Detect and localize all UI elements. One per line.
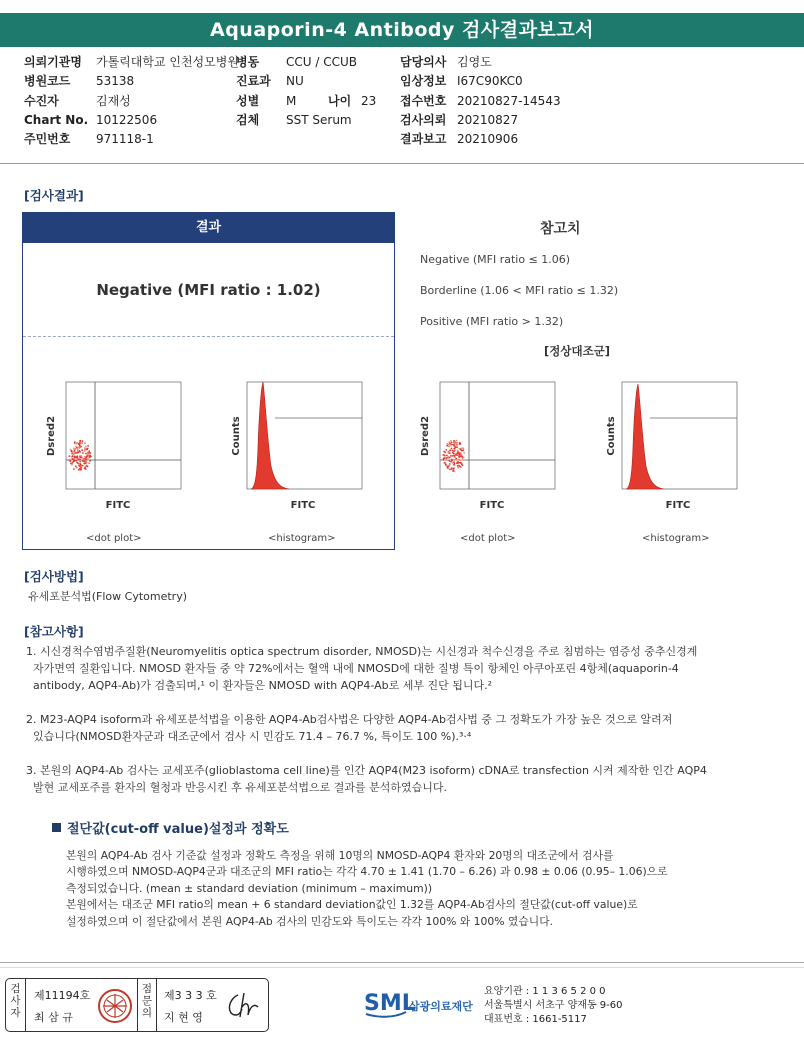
role-char: 문 (141, 995, 153, 1007)
dot-plot-caption: <dot plot> (460, 533, 516, 544)
dot (445, 449, 447, 451)
info-value: NU (286, 74, 304, 89)
dot (88, 463, 90, 465)
info-label: 검체 (236, 112, 260, 127)
control-histogram (600, 376, 750, 516)
role-char: 사 (10, 995, 21, 1007)
dot (462, 456, 464, 458)
signature-box (5, 978, 269, 1032)
dot (462, 459, 464, 461)
dot-plot-xlabel: FITC (105, 500, 131, 511)
dot (449, 457, 451, 459)
dot (463, 452, 465, 454)
dot (454, 445, 456, 447)
dot (449, 452, 451, 454)
dot-cluster (442, 440, 465, 473)
dot (69, 459, 71, 461)
dot (79, 461, 81, 463)
section-method-heading: [검사방법] (24, 569, 84, 584)
dot (83, 461, 85, 463)
info-value: 20210827 (457, 112, 519, 127)
histogram-ylabel: Counts (606, 416, 617, 456)
org-line: 서울특별시 서초구 양재동 9-60 (484, 1000, 623, 1012)
info-row (236, 53, 376, 72)
info-row (24, 53, 239, 72)
dot (87, 445, 89, 447)
dot (76, 442, 78, 444)
dot (458, 465, 460, 467)
dot (82, 440, 84, 442)
info-label: 병동 (236, 55, 260, 69)
dot (446, 445, 448, 447)
info-row (24, 130, 239, 149)
reference-positive: Positive (MFI ratio > 1.32) (420, 315, 564, 328)
info-col2 (236, 53, 376, 130)
report-title: Aquaporin-4 Antibody 검사결과보고서 (0, 13, 804, 47)
dot (71, 458, 73, 460)
signer2-license: 제3 3 3 호 (164, 989, 217, 1002)
info-value: M (286, 93, 297, 108)
dashed-divider (23, 336, 394, 337)
dot (87, 457, 89, 459)
section-result-heading: [검사결과] (24, 188, 84, 203)
divider (0, 163, 804, 164)
dot (452, 455, 454, 457)
dot (77, 462, 79, 464)
reference-borderline: Borderline (1.06 < MFI ratio ≤ 1.32) (420, 284, 619, 297)
role-char: 점 (141, 983, 153, 995)
cutoff-heading (52, 818, 289, 837)
dot (461, 447, 463, 449)
dot (451, 442, 453, 444)
patient-histogram (225, 376, 375, 516)
dot (443, 457, 445, 459)
info-label: 수진자 (24, 93, 59, 108)
signer2-role-text (138, 983, 156, 1019)
note-line: 있습니다(NMOSD환자군과 대조군에서 검사 시 민감도 71.4 – 76.7 %, 특이도 100 %).³·⁴ (26, 730, 472, 743)
dot (460, 459, 462, 461)
result-header: 결과 (23, 213, 394, 243)
dot (82, 452, 84, 454)
signer2-name: 지 현 영 (164, 1011, 203, 1024)
dot (449, 449, 451, 451)
dot (461, 454, 463, 456)
dot (74, 450, 76, 452)
info-value: I67C90KC0 (457, 74, 523, 89)
dot (85, 453, 87, 455)
dot (448, 444, 450, 446)
dot (462, 464, 464, 466)
age-label: 나이 (328, 93, 352, 108)
dot (456, 444, 458, 446)
info-value: 김영도 (457, 55, 492, 69)
role-char: 의 (141, 1007, 153, 1019)
info-col1 (24, 53, 239, 149)
footer-divider (0, 967, 804, 968)
dot-cluster (69, 440, 92, 471)
dot (73, 454, 75, 456)
signer1-role-text (6, 983, 25, 1019)
org-name: 삼광의료재단 (409, 1000, 473, 1013)
info-row (400, 130, 561, 149)
dot (90, 456, 92, 458)
dot (73, 460, 75, 462)
info-row (400, 111, 561, 130)
dot (448, 464, 450, 466)
dot (458, 458, 460, 460)
dot (453, 453, 455, 455)
dot (75, 448, 77, 450)
dot (446, 466, 448, 468)
info-row (400, 72, 561, 91)
control-dot-plot (414, 376, 564, 516)
dot (454, 453, 456, 455)
info-value: 20210827-14543 (457, 93, 561, 108)
dot (79, 444, 81, 446)
histogram-caption: <histogram> (642, 533, 710, 544)
info-row (400, 53, 561, 72)
dot (453, 441, 455, 443)
dot (79, 463, 81, 465)
info-row (24, 72, 239, 91)
note-line: 1. 시신경척수염범주질환(Neuromyelitis optica spectrum disorder, NMOSD)는 시신경과 척수신경을 주로 침범하는 염증성 중추신경계 (26, 645, 698, 658)
dot (79, 440, 81, 442)
dot (87, 451, 89, 453)
note-3 (26, 762, 778, 796)
plot-frame (440, 382, 555, 489)
cutoff-body (66, 848, 766, 930)
dot (89, 452, 91, 454)
info-value: 10122506 (96, 112, 158, 127)
dot (455, 441, 457, 443)
dot (84, 449, 86, 451)
method-text: 유세포분석법(Flow Cytometry) (28, 590, 188, 603)
dot (449, 469, 451, 471)
info-label: 임상정보 (400, 74, 447, 89)
dot (72, 455, 74, 457)
dot (456, 446, 458, 448)
dot (450, 440, 452, 442)
info-value: 20210906 (457, 132, 519, 147)
dot (71, 450, 73, 452)
dot (449, 446, 451, 448)
dot (452, 462, 454, 464)
dot (78, 446, 80, 448)
dot (86, 465, 88, 467)
dot (84, 468, 86, 470)
histogram-peak (626, 384, 664, 489)
reference-title: 참고치 (540, 221, 581, 237)
dot (457, 461, 459, 463)
signer1-name: 최 삼 규 (34, 1011, 73, 1024)
dot (462, 449, 464, 451)
dot (450, 461, 452, 463)
info-row (236, 72, 376, 91)
cutoff-line: 설정하였으며 이 절단값에서 본원 AQP4-Ab 검사의 민감도와 특이도는 각각 100% 와 100% 였습니다. (66, 914, 554, 928)
dot-plot-caption: <dot plot> (86, 533, 142, 544)
dot-plot-xlabel: FITC (479, 500, 505, 511)
dot (79, 451, 81, 453)
dot (84, 442, 86, 444)
histogram-ylabel: Counts (231, 416, 242, 456)
note-line: antibody, AQP4-Ab)가 검출되며,¹ 이 환자들은 NMOSD with AQP4-Ab로 세부 진단 됩니다.² (26, 679, 492, 692)
info-label: 결과보고 (400, 132, 447, 147)
dot (76, 460, 78, 462)
dot (454, 463, 456, 465)
dot (85, 446, 87, 448)
dot (459, 462, 461, 464)
dot (89, 460, 91, 462)
dot (443, 459, 445, 461)
info-value: 53138 (96, 74, 135, 89)
cutoff-line: 측정되었습니다. (mean ± standard deviation (minimum – maximum)) (66, 881, 433, 895)
org-line: 요양기관 : 1 1 3 6 5 2 0 0 (484, 986, 606, 997)
dot (443, 451, 445, 453)
handwritten-signature-icon (224, 989, 264, 1023)
info-row (236, 111, 376, 130)
org-line: 대표번호 : 1661-5117 (484, 1014, 587, 1026)
org-info (484, 985, 623, 1028)
dot (84, 447, 86, 449)
dot (76, 447, 78, 449)
info-label: 성별 (236, 93, 260, 108)
note-line: 자가면역 질환입니다. NMOSD 환자들 중 약 72%에서는 혈액 내에 NMOSD에 대한 질병 특이 항체인 아쿠아포린 4항체(aquaporin-4 (26, 662, 679, 675)
dot-plot-ylabel: Dsred2 (420, 415, 431, 457)
cutoff-line: 시행하였으며 NMOSD-AQP4군과 대조군의 MFI ratio는 각각 4.70 ± 1.41 (1.70 – 6.26) 과 0.98 ± 0.06 (0.95– 1.06)으로 (66, 865, 668, 879)
cutoff-line: 본원에서는 대조군 MFI ratio의 mean + 6 standard deviation값인 1.32를 AQP4-Ab검사의 절단값(cut-off value)로 (66, 898, 638, 912)
dot (459, 456, 461, 458)
note-line: 2. M23-AQP4 isoform과 유세포분석법을 이용한 AQP4-Ab검사법은 다양한 AQP4-Ab검사법 중 그 정확도가 가장 높은 것으로 알려져 (26, 713, 673, 726)
result-value: Negative (MFI ratio : 1.02) (96, 281, 321, 299)
info-label: 의뢰기관명 (24, 55, 82, 69)
dot (460, 443, 462, 445)
dot (83, 463, 85, 465)
note-2 (26, 711, 778, 745)
role-char: 자 (10, 1007, 21, 1019)
section-notes-heading: [참고사항] (24, 624, 84, 639)
info-label: Chart No. (24, 112, 89, 127)
info-label: 검사의뢰 (400, 112, 447, 127)
dot-plot-ylabel: Dsred2 (46, 415, 57, 457)
info-value: 971118-1 (96, 132, 154, 147)
dot (79, 459, 81, 461)
cutoff-title: 절단값(cut-off value)설정과 정확도 (67, 822, 289, 837)
info-value: SST Serum (286, 112, 352, 127)
dot (444, 462, 446, 464)
dot (455, 458, 457, 460)
histogram-caption: <histogram> (268, 533, 336, 544)
sml-logo-text: SML (364, 991, 416, 1016)
dot (84, 458, 86, 460)
plot-frame (66, 382, 181, 489)
dot (71, 453, 73, 455)
dot (81, 442, 83, 444)
info-label: 주민번호 (24, 132, 71, 147)
info-row (24, 111, 239, 130)
info-value: 가톨릭대학교 인천성모병원 (96, 55, 239, 69)
dot (78, 465, 80, 467)
dot (73, 468, 75, 470)
dot (451, 459, 453, 461)
signer2-role (137, 979, 157, 1031)
info-label: 담당의사 (400, 55, 447, 69)
info-label: 접수번호 (400, 93, 447, 108)
note-line: 3. 본원의 AQP4-Ab 검사는 교세포주(glioblastoma cell line)를 인간 AQP4(M23 isoform) cDNA로 transfection 시켜 제작한 인간 AQP4 (26, 764, 707, 777)
sml-logo-icon (364, 984, 416, 1020)
dot (80, 469, 82, 471)
dot (84, 456, 86, 458)
dot (80, 455, 82, 457)
note-line: 발현 교세포주를 환자의 혈청과 반응시킨 후 유세포분석법으로 결과를 분석하였습니다. (26, 781, 447, 794)
dot (74, 441, 76, 443)
dot (69, 455, 71, 457)
dot (457, 467, 459, 469)
official-seal-icon (97, 988, 133, 1024)
square-bullet-icon (52, 823, 61, 832)
info-col3 (400, 53, 561, 149)
dot (80, 467, 82, 469)
dot (460, 466, 462, 468)
info-row (236, 92, 376, 111)
dot (71, 464, 73, 466)
histogram-peak (251, 382, 289, 489)
dot (76, 467, 78, 469)
dot (87, 448, 89, 450)
dot (451, 467, 453, 469)
signer1-role (6, 979, 26, 1031)
dot (453, 467, 455, 469)
dot (453, 450, 455, 452)
dot (81, 449, 83, 451)
info-row (400, 92, 561, 111)
dot (449, 460, 451, 462)
histogram-xlabel: FITC (665, 500, 691, 511)
note-1 (26, 643, 778, 694)
info-value: CCU / CCUB (286, 55, 357, 69)
cutoff-line: 본원의 AQP4-Ab 검사 기준값 설정과 정확도 측정을 위해 10명의 NMOSD-AQP4 환자와 20명의 대조군에서 검사를 (66, 849, 614, 862)
dot (86, 461, 88, 463)
info-label: 병원코드 (24, 74, 71, 89)
dot (452, 470, 454, 472)
age-value: 23 (361, 93, 377, 108)
footer-divider (0, 962, 804, 963)
normal-control-label: [정상대조군] (544, 344, 611, 358)
dot (458, 448, 460, 450)
dot (442, 454, 444, 456)
info-value: 김재성 (96, 93, 131, 108)
dot (456, 440, 458, 442)
dot (74, 457, 76, 459)
reference-negative: Negative (MFI ratio ≤ 1.06) (420, 253, 571, 266)
dot (457, 451, 459, 453)
patient-dot-plot (40, 376, 190, 516)
histogram-xlabel: FITC (290, 500, 316, 511)
info-label: 진료과 (236, 74, 271, 89)
role-char: 검 (10, 983, 21, 995)
dot (75, 452, 77, 454)
dot (457, 442, 459, 444)
dot (460, 449, 462, 451)
info-row (24, 92, 239, 111)
signer1-license: 제11194호 (34, 989, 91, 1002)
dot (451, 448, 453, 450)
dot (447, 443, 449, 445)
